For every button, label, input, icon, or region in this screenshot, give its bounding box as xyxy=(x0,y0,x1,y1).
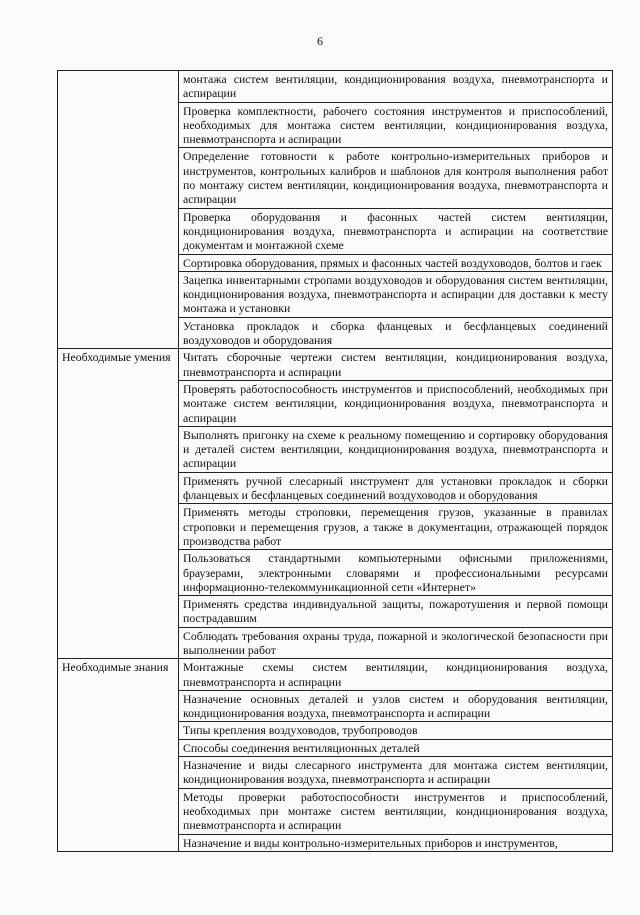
requirement-item: Определение готовности к работе контрольно-измерительных приборов и инструментов, контрольных калибров и шаблонов для контроля выполнения работ по монтажу систем вентиляции, кондиционирования воздуха, пневмотранспорта и аспирации xyxy=(179,148,613,208)
requirement-item: Назначение основных деталей и узлов систем и оборудования вентиляции, кондиционирования воздуха, пневмотранспорта и аспирации xyxy=(179,690,613,722)
requirement-item: Соблюдать требования охраны труда, пожарной и экологической безопасности при выполнении работ xyxy=(179,627,613,659)
requirement-item: Пользоваться стандартными компьютерными офисными приложениями, браузерами, электронными словарями и профессиональными ресурсами информационно-телекоммуникационной сети «Интернет» xyxy=(179,550,613,596)
table-row xyxy=(58,349,613,381)
requirement-item: Типы крепления воздуховодов, трубопроводов xyxy=(179,722,613,739)
requirement-item: Применять методы строповки, перемещения грузов, указанные в правилах строповки и перемещения грузов, а также в документации, отражающей порядок производства работ xyxy=(179,504,613,550)
requirement-item: монтажа систем вентиляции, кондиционирования воздуха, пневмотранспорта и аспирации xyxy=(179,71,613,103)
requirement-item: Зацепка инвентарными стропами воздуховодов и оборудования систем вентиляции, кондиционирования воздуха, пневмотранспорта и аспирации для доставки к месту монтажа и установки xyxy=(179,271,613,317)
requirement-item: Способы соединения вентиляционных деталей xyxy=(179,739,613,756)
requirement-item: Выполнять пригонку на схеме к реальному помещению и сортировку оборудования и деталей систем вентиляции, кондиционирования воздуха, пневмотранспорта и аспирации xyxy=(179,426,613,472)
requirement-item: Назначение и виды слесарного инструмента для монтажа систем вентиляции, кондиционирования воздуха, пневмотранспорта и аспирации xyxy=(179,757,613,789)
requirement-item: Сортировка оборудования, прямых и фасонных частей воздуховодов, болтов и гаек xyxy=(179,254,613,271)
requirement-item: Проверять работоспособность инструментов и приспособлений, необходимых при монтаже систем вентиляции, кондиционирования воздуха, пневмотранспорта и аспирации xyxy=(179,380,613,426)
table-row xyxy=(58,71,613,103)
table-row xyxy=(58,659,613,691)
requirement-item: Установка прокладок и сборка фланцевых и бесфланцевых соединений воздуховодов и оборудования xyxy=(179,317,613,349)
page-number: 6 xyxy=(317,34,323,48)
requirement-item: Методы проверки работоспособности инструментов и приспособлений, необходимых при монтаже систем вентиляции, кондиционирования воздуха, пневмотранспорта и аспирации xyxy=(179,788,613,834)
requirement-item: Проверка комплектности, рабочего состояния инструментов и приспособлений, необходимых для монтажа систем вентиляции, кондиционирования воздуха, пневмотранспорта и аспирации xyxy=(179,102,613,148)
section-label: Необходимые знания xyxy=(58,659,179,852)
requirement-item: Применять ручной слесарный инструмент для установки прокладок и сборки фланцевых и бесфланцевых соединений воздуховодов и оборудования xyxy=(179,472,613,504)
requirement-item: Монтажные схемы систем вентиляции, кондиционирования воздуха, пневмотранспорта и аспирации xyxy=(179,659,613,691)
requirement-item: Проверка оборудования и фасонных частей систем вентиляции, кондиционирования воздуха, пневмотранспорта и аспирации на соответствие документам и монтажной схеме xyxy=(179,208,613,254)
requirement-item: Назначение и виды контрольно-измерительных приборов и инструментов, xyxy=(179,834,613,851)
section-label: Необходимые умения xyxy=(58,349,179,659)
requirements-table xyxy=(57,70,613,852)
requirement-item: Применять средства индивидуальной защиты, пожаротушения и первой помощи пострадавшим xyxy=(179,596,613,628)
requirement-item: Читать сборочные чертежи систем вентиляции, кондиционирования воздуха, пневмотранспорта и аспирации xyxy=(179,349,613,381)
section-label xyxy=(58,71,179,349)
